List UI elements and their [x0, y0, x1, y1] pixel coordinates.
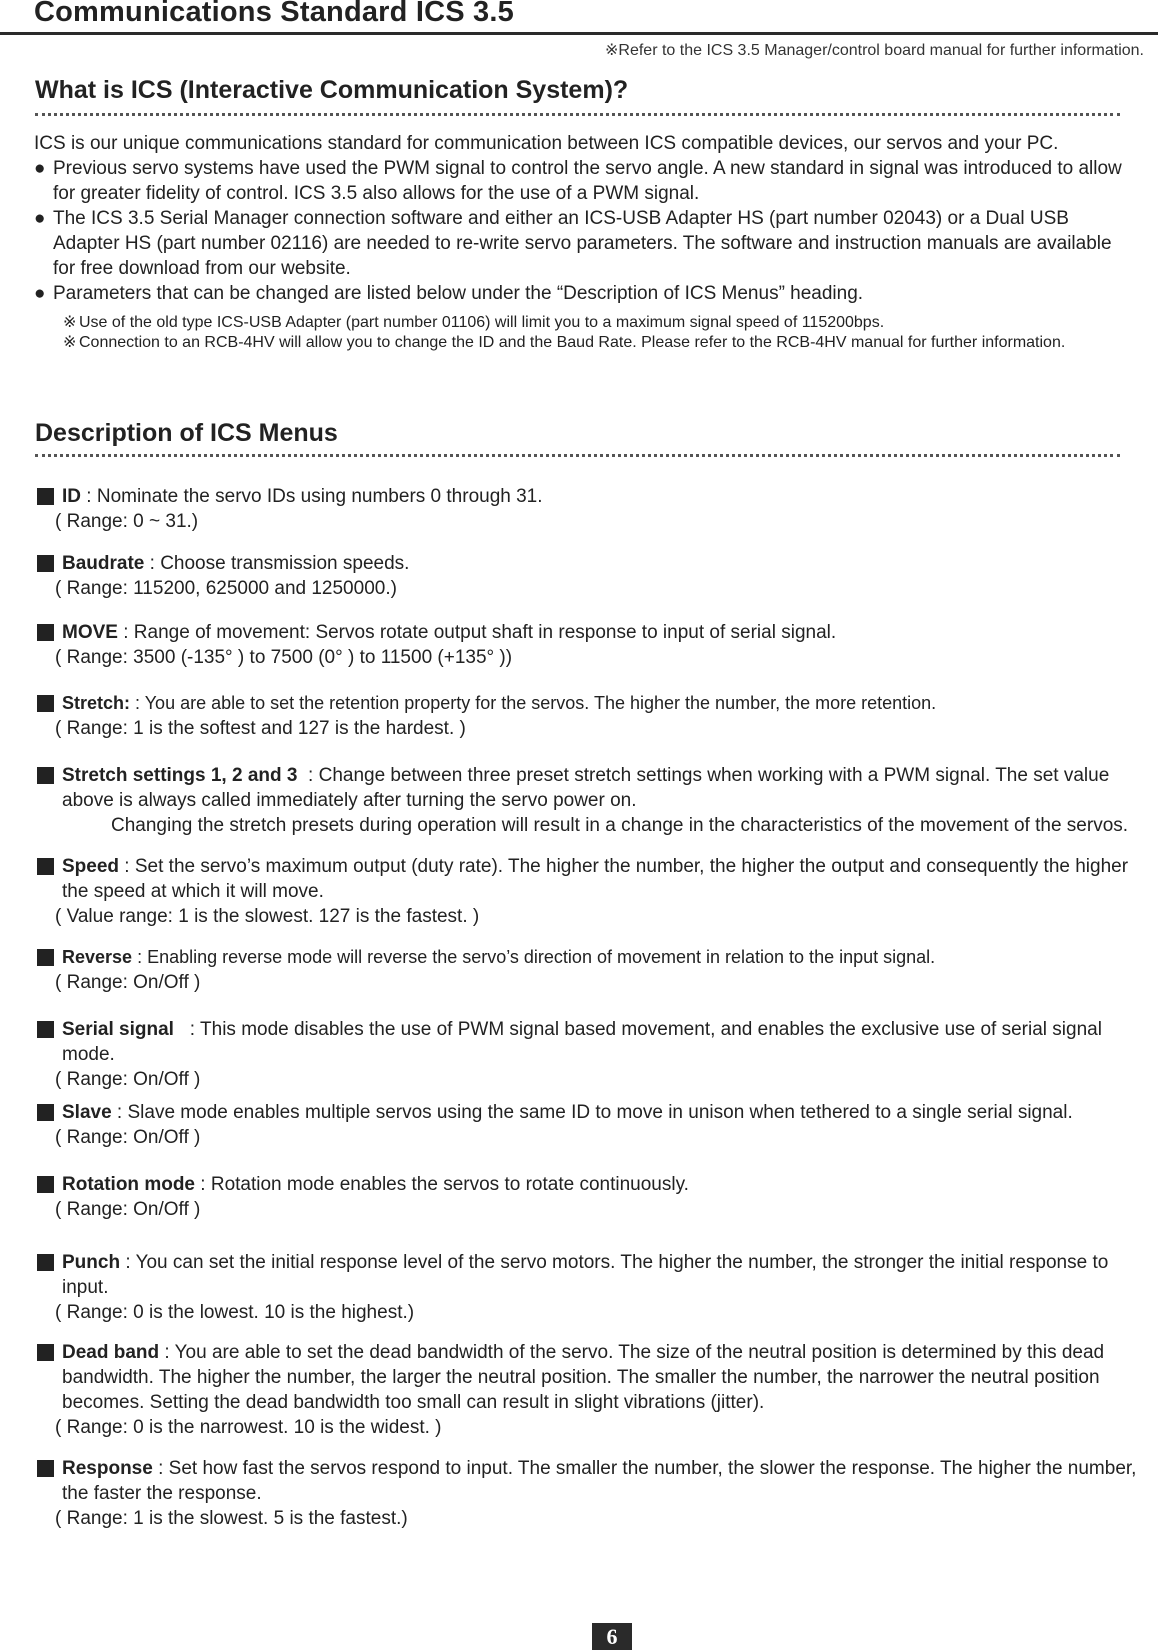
menu-item-desc: You are able to set the retention property for the servos. The higher the number, the more retention. [144, 693, 937, 713]
separator: : [119, 856, 135, 877]
bullet-text: The ICS 3.5 Serial Manager connection software and either an ICS-USB Adapter HS (part number 02043) or a Dual USB Adapter HS (part number 02116) are needed to re-write servo parameters. The software and instruction manuals are available for free download from our website. [53, 208, 1112, 279]
menu-item-desc: Enabling reverse mode will reverse the servo’s direction of movement in relation to the input signal. [147, 947, 936, 967]
menu-item-range: ( Range: On/Off ) [55, 1199, 201, 1220]
menu-item-desc: Nominate the servo IDs using numbers 0 through 31. [96, 486, 543, 507]
note-mark-icon: ※ [63, 314, 77, 331]
note-item [63, 313, 1134, 333]
menu-item-slave [37, 1100, 1137, 1150]
menu-item-rotation-mode [37, 1172, 1137, 1222]
bullet-dot-icon: ● [34, 208, 46, 229]
menu-item-desc: Slave mode enables multiple servos using the same ID to move in unison when tethered to a single serial signal. [127, 1102, 1073, 1123]
square-bullet-icon [37, 1176, 54, 1193]
bullet-text: Parameters that can be changed are listed below under the “Description of ICS Menus” heading. [53, 283, 864, 304]
page-number: 6 [592, 1623, 632, 1650]
bullet-dot-icon: ● [34, 283, 46, 304]
square-bullet-icon [37, 1021, 54, 1038]
note-text: Connection to an RCB-4HV will allow you to change the ID and the Baud Rate. Please refer to the RCB-4HV manual for further information. [79, 334, 1066, 351]
separator: : [195, 1174, 211, 1195]
menu-item-move [37, 620, 1137, 670]
menu-item-name: Dead band [62, 1342, 160, 1363]
menu-item-range: ( Range: 1 is the slowest. 5 is the fastest.) [55, 1508, 408, 1529]
square-bullet-icon [37, 1460, 54, 1477]
menu-item-name: Stretch settings 1, 2 and 3 [62, 765, 298, 786]
bullet-dot-icon: ● [34, 158, 46, 179]
menu-item-dead-band [37, 1340, 1137, 1440]
note-mark-icon: ※ [63, 334, 77, 351]
separator: : [152, 1458, 169, 1479]
menu-item-stretch [37, 691, 1137, 741]
separator: : [111, 1102, 128, 1123]
square-bullet-icon [37, 767, 54, 784]
square-bullet-icon [37, 624, 54, 641]
square-bullet-icon [37, 488, 54, 505]
refer-note: ※Refer to the ICS 3.5 Manager/control board manual for further information. [604, 42, 1144, 59]
menu-item-serial-signal [37, 1017, 1137, 1092]
menu-item-speed [37, 854, 1137, 929]
dotted-divider [35, 454, 1120, 457]
menu-item-name: Speed [62, 856, 120, 877]
menu-item-desc: Range of movement: Servos rotate output shaft in response to input of serial signal. [133, 622, 837, 643]
menu-item-id [37, 484, 1137, 534]
menu-item-response [37, 1456, 1137, 1531]
menu-item-range: ( Range: On/Off ) [55, 1127, 201, 1148]
separator: : [144, 553, 161, 574]
square-bullet-icon [37, 555, 54, 572]
section-heading-what-is-ics: What is ICS (Interactive Communication System)? [35, 76, 629, 104]
intro-section [34, 131, 1134, 353]
menu-item-range: ( Range: 1 is the softest and 127 is the hardest. ) [55, 718, 466, 739]
menu-item-desc: This mode disables the use of PWM signal based movement, and enables the exclusive use of serial signal mode. [62, 1019, 1102, 1065]
menu-item-name: MOVE [62, 622, 118, 643]
menu-item-name: Slave [62, 1102, 112, 1123]
note-text: Use of the old type ICS-USB Adapter (part number 01106) will limit you to a maximum signal speed of 115200bps. [79, 314, 885, 331]
menu-item-desc: Set the servo’s maximum output (duty rate). The higher the number, the higher the output and consequently the higher the speed at which it will move. [62, 856, 1129, 902]
menu-item-punch [37, 1250, 1137, 1325]
menu-item-name: Baudrate [62, 553, 145, 574]
menu-item-desc: Rotation mode enables the servos to rotate continuously. [210, 1174, 689, 1195]
menu-item-range: ( Range: 115200, 625000 and 1250000.) [55, 578, 397, 599]
menu-item-name: Response [62, 1458, 153, 1479]
square-bullet-icon [37, 858, 54, 875]
menu-item-name: Stretch: [62, 693, 131, 713]
bullet-item [34, 156, 1134, 206]
separator: : [297, 765, 319, 786]
menu-item-range: ( Value range: 1 is the slowest. 127 is the fastest. ) [55, 906, 480, 927]
square-bullet-icon [37, 949, 54, 966]
menu-item-desc: Choose transmission speeds. [160, 553, 410, 574]
menu-item-name: Serial signal [62, 1019, 174, 1040]
menu-item-range: ( Range: 0 ~ 31.) [55, 511, 199, 532]
square-bullet-icon [37, 1254, 54, 1271]
square-bullet-icon [37, 695, 54, 712]
bullet-text: Previous servo systems have used the PWM signal to control the servo angle. A new standard in signal was introduced to allow for greater fidelity of control. ICS 3.5 also allows for the use of a PWM signal. [53, 158, 1122, 204]
page-title: Communications Standard ICS 3.5 [34, 0, 514, 28]
menu-item-range: ( Range: 0 is the narrowest. 10 is the widest. ) [55, 1417, 442, 1438]
separator: : [117, 622, 134, 643]
section-heading-ics-menus: Description of ICS Menus [35, 419, 338, 447]
menu-item-baudrate [37, 551, 1137, 601]
bullet-item [34, 281, 1134, 306]
menu-item-stretch-settings [37, 763, 1137, 838]
menu-item-desc: You can set the initial response level of the servo motors. The higher the number, the stronger the initial response to input. [62, 1252, 1109, 1298]
square-bullet-icon [37, 1344, 54, 1361]
menu-item-name: Punch [62, 1252, 121, 1273]
menu-item-range: ( Range: 3500 (-135° ) to 7500 (0° ) to 11500 (+135° )) [55, 647, 513, 668]
notes [34, 313, 1134, 353]
title-rule [0, 32, 1158, 35]
menu-item-name: Rotation mode [62, 1174, 195, 1195]
dotted-divider [35, 113, 1120, 116]
menu-item-name: Reverse [62, 947, 133, 967]
separator: : [81, 486, 97, 507]
menu-list [37, 484, 1137, 1531]
square-bullet-icon [37, 1104, 54, 1121]
menu-item-reverse [37, 945, 1137, 995]
menu-item-range: ( Range: On/Off ) [55, 1069, 201, 1090]
menu-item-desc: Set how fast the servos respond to input. The smaller the number, the slower the response. The higher the number, the faster the response. [62, 1458, 1137, 1504]
menu-item-range: ( Range: 0 is the lowest. 10 is the highest.) [55, 1302, 415, 1323]
separator: : [130, 693, 145, 713]
separator: : [132, 947, 148, 967]
bullet-item [34, 206, 1134, 281]
menu-item-desc: You are able to set the dead bandwidth of the servo. The size of the neutral position is determined by this dead bandwidth. The higher the number, the larger the neutral position. The smaller the number, the narrower the neutral position becomes. Setting the dead bandwidth too small can result in slight vibrations (jitter). [62, 1342, 1105, 1413]
separator: : [173, 1019, 201, 1040]
separator: : [159, 1342, 175, 1363]
separator: : [120, 1252, 136, 1273]
menu-item-name: ID [62, 486, 81, 507]
intro-paragraph: ICS is our unique communications standard for communication between ICS compatible devices, our servos and your PC. [34, 133, 1059, 154]
note-item [63, 333, 1134, 353]
menu-item-desc: Change between three preset stretch settings when working with a PWM signal. The set value above is always called immediately after turning the servo power on. [62, 765, 1110, 811]
menu-item-range: ( Range: On/Off ) [55, 972, 201, 993]
menu-item-desc-continued: Changing the stretch presets during operation will result in a change in the characteristics of the movement of the servos. [111, 815, 1129, 836]
